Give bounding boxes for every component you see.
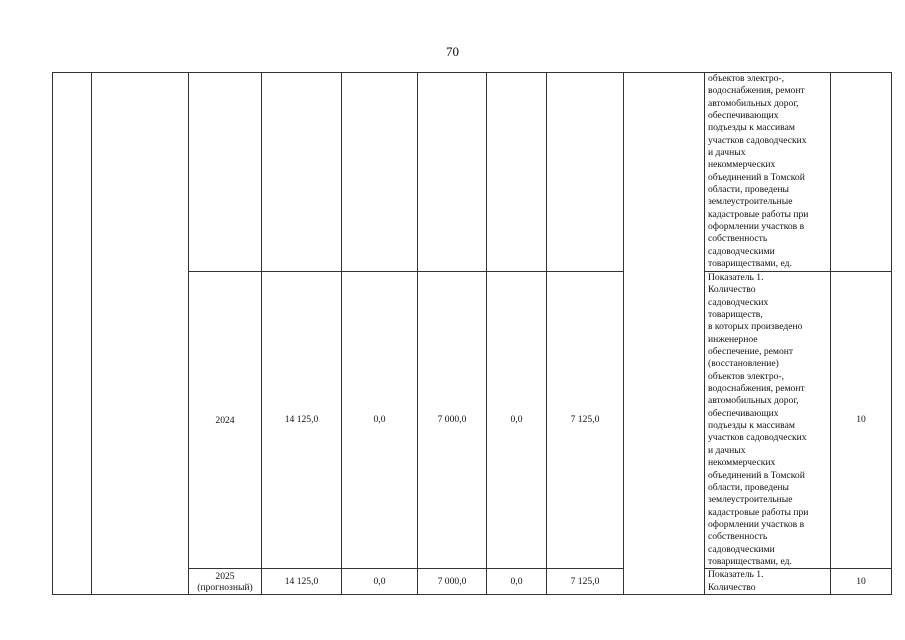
name-cell [92, 73, 189, 595]
local-budget-cell: 0,0 [487, 569, 547, 595]
federal-budget-cell [342, 73, 418, 272]
other-sources-cell: 7 125,0 [547, 569, 624, 595]
local-budget-cell: 0,0 [487, 272, 547, 569]
federal-budget-cell: 0,0 [342, 272, 418, 569]
local-budget-cell [487, 73, 547, 272]
regional-budget-cell [418, 73, 487, 272]
indicator-description: Показатель 1. Количество садоводческих товариществ, в которых произведено инженерное обеспечение, ремонт (восстановление) объектов электро-, водоснабжения, ремонт автомобильных дорог, обеспечивающих подъезды к массивам участков садоводческих и дачных некоммерческих объединений в Томской области, проведены землеустроительные кадастровые работы при оформлении участков в собственность садоводческими товариществами, ед. [705, 272, 831, 569]
other-sources-cell [547, 73, 624, 272]
indicator-description: Показатель 1. Количество [705, 569, 831, 595]
indicator-value: 10 [831, 272, 892, 569]
regional-budget-cell: 7 000,0 [418, 272, 487, 569]
indicator-value: 10 [831, 569, 892, 595]
year-cell [189, 73, 262, 272]
indicator-value [831, 73, 892, 272]
total-cell: 14 125,0 [262, 272, 342, 569]
number-cell [53, 73, 92, 595]
table-row [53, 73, 892, 272]
total-cell: 14 125,0 [262, 569, 342, 595]
total-cell [262, 73, 342, 272]
budget-indicator-table [52, 72, 892, 595]
indicator-description: объектов электро-, водоснабжения, ремонт автомобильных дорог, обеспечивающих подъезды к массивам участков садоводческих и дачных некоммерческих объединений в Томской области, проведены землеустроительные кадастровые работы при оформлении участков в собственность садоводческими товариществами, ед. [705, 73, 831, 272]
year-cell: 2025 (прогнозный) [189, 569, 262, 595]
federal-budget-cell: 0,0 [342, 569, 418, 595]
year-cell: 2024 [189, 272, 262, 569]
other-sources-cell: 7 125,0 [547, 272, 624, 569]
regional-budget-cell: 7 000,0 [418, 569, 487, 595]
page-number: 70 [446, 44, 459, 59]
executor-cell [624, 73, 705, 595]
